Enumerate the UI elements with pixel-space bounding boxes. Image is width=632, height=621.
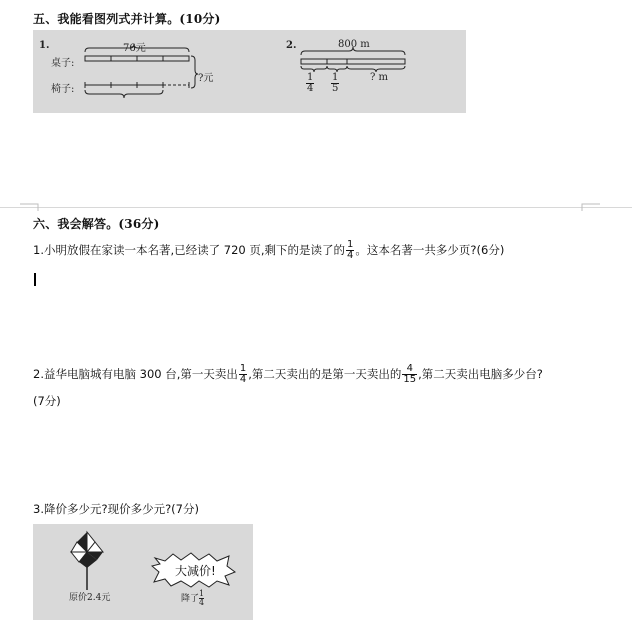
fig1-question: ?元 [198,73,214,84]
q1-fraction: $\frac{1}{4}$ [347,239,354,261]
question-1: 1.小明放假在家读一本名著,已经读了 720 页,剩下的是读了的 $\frac{1}{4}$ 。这本名著一共多少页?(6分) [33,239,505,261]
fig1-number: 1. [39,40,50,51]
page-break-line [0,207,632,208]
section-5-title: 五、我能看图列式并计算。(10分) [33,12,221,26]
q2-fraction-2: $\frac{4}{15}$ [403,363,417,385]
q2-fraction-1: $\frac{1}{4}$ [239,363,247,385]
page-margin-mark-right [579,200,601,212]
section-6-title: 六、我会解答。(36分) [33,217,160,231]
question-3-figure [33,524,253,620]
discount-label: 降了 $\frac{1}{4}$ [181,589,205,607]
discount-fraction: $\frac{1}{4}$ [199,589,205,607]
fig1-row1-label: 桌子: [51,58,75,69]
fig2-fraction-2: $\frac{1}{5}$ [332,72,339,94]
text-cursor[interactable] [34,273,36,286]
original-price-label: 原价2.4元 [69,593,111,603]
fig2-question: ? m [370,72,389,83]
fig2-line-diagram [33,30,466,113]
fig2-fraction-1: $\frac{1}{4}$ [307,72,314,94]
question-2-score: (7分) [33,394,61,408]
page-margin-mark-left [20,200,42,212]
fig1-row2-label: 椅子: [51,84,75,95]
fig1-top-amount: 76元 [123,43,146,54]
question-3: 3.降价多少元?现价多少元?(7分) [33,502,199,516]
sale-banner-text: 大减价! [175,564,216,578]
fig2-top-amount: 800 m [338,39,370,50]
fig2-number: 2. [286,40,297,51]
section-5-figure [33,30,466,113]
pinwheel-icon [67,528,107,592]
question-2: 2.益华电脑城有电脑 300 台,第一天卖出 $\frac{1}{4}$ ,第二天卖出的是第一天卖出的 $\frac{4}{15}$ ,第二天卖出电脑多少台? [33,363,543,385]
